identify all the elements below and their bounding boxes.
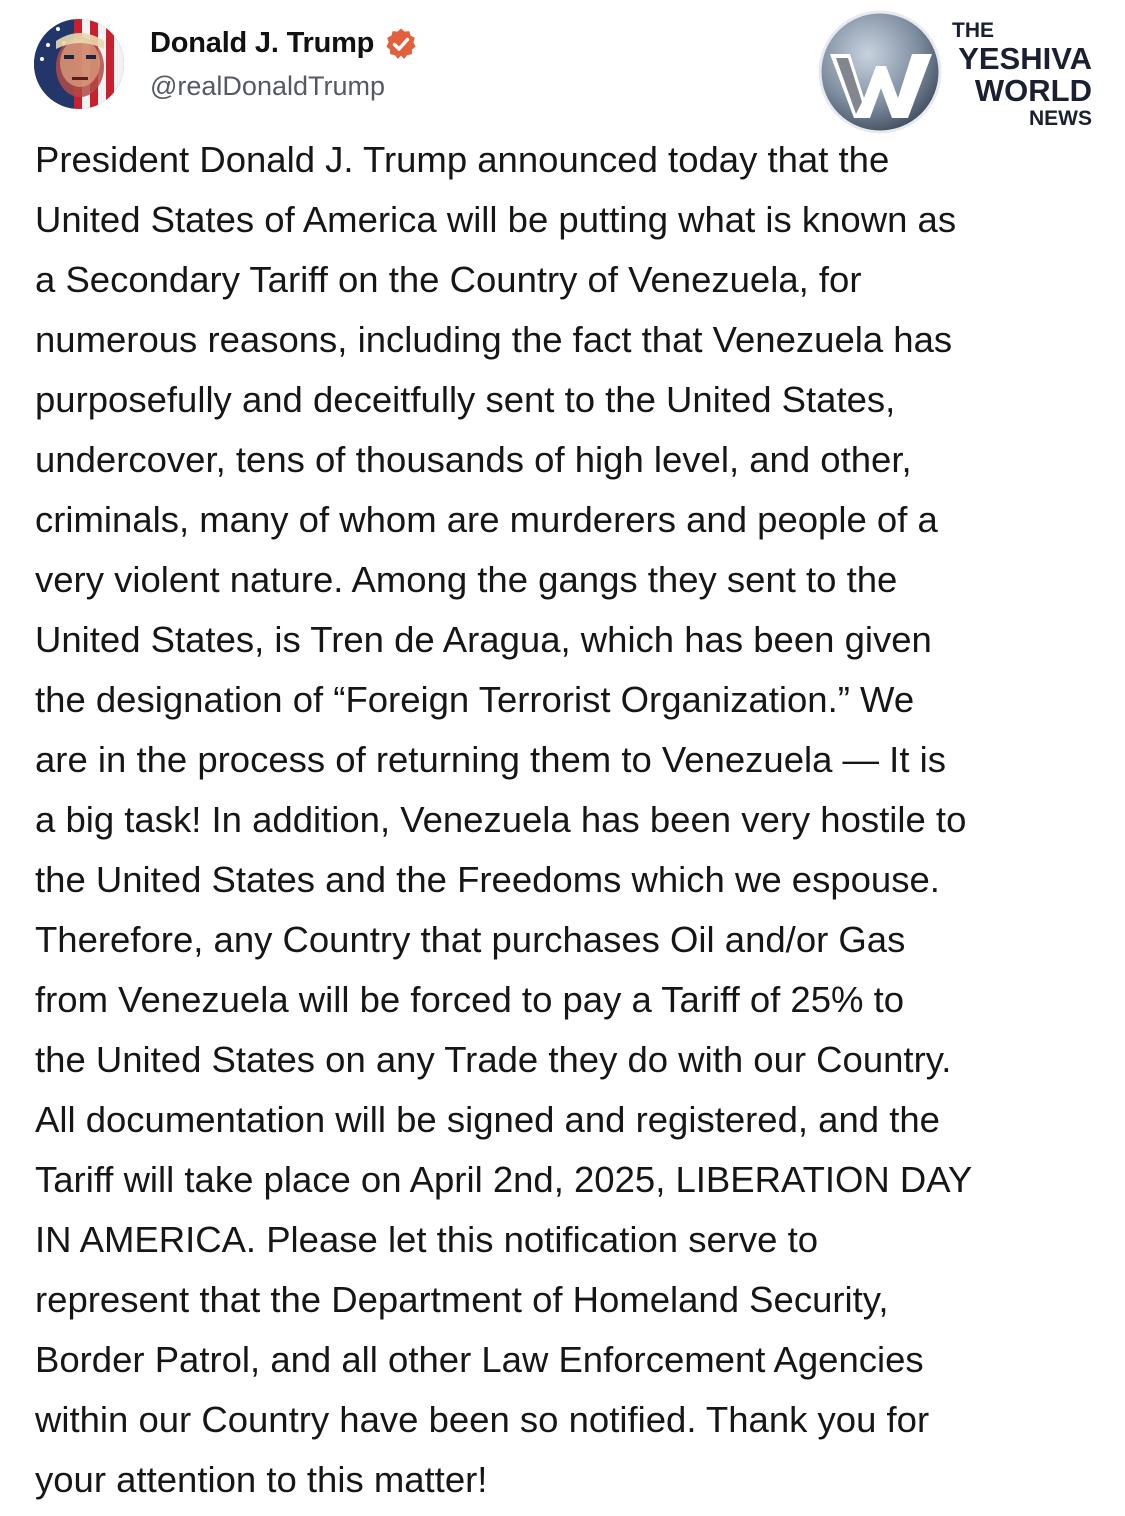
post-text-line: criminals, many of whom are murderers and people of a — [35, 499, 938, 540]
post-text-line: purposefully and deceitfully sent to the United States, — [35, 379, 896, 420]
post-text-line: United States of America will be putting what is known as — [35, 199, 957, 240]
author-display-name[interactable]: Donald J. Trump — [150, 27, 375, 59]
author-info — [150, 27, 418, 102]
post-text-line: Border Patrol, and all other Law Enforcement Agencies — [35, 1339, 924, 1380]
post-text-line: Tariff will take place on April 2nd, 2025, LIBERATION DAY — [35, 1159, 973, 1200]
post-text-line: the United States and the Freedoms which we espouse. — [35, 859, 940, 900]
avatar[interactable] — [34, 19, 124, 109]
avatar-image — [34, 19, 124, 109]
post-text-line: IN AMERICA. Please let this notification serve to — [35, 1219, 819, 1260]
post-text-line: within our Country have been so notified. Thank you for — [35, 1399, 930, 1440]
post-body-text — [35, 130, 1105, 1510]
post-header — [34, 14, 418, 114]
verified-badge-icon — [384, 27, 418, 61]
post-text-line: the United States on any Trade they do with our Country. — [35, 1039, 952, 1080]
author-handle[interactable]: @realDonaldTrump — [150, 70, 385, 101]
watermark-yeshiva: YESHIVA — [958, 41, 1092, 76]
yeshiva-world-news-logo-icon — [816, 8, 944, 136]
post-text-line: a big task! In addition, Venezuela has been very hostile to — [35, 799, 967, 840]
post-text-line: from Venezuela will be forced to pay a Tariff of 25% to — [35, 979, 905, 1020]
watermark-world: WORLD — [974, 73, 1092, 108]
watermark-news: NEWS — [1029, 107, 1092, 130]
post-text-line: President Donald J. Trump announced today that the — [35, 139, 890, 180]
post-text-line: are in the process of returning them to Venezuela — It is — [35, 739, 946, 780]
author-name-row — [150, 27, 418, 61]
post-text-line: All documentation will be signed and registered, and the — [35, 1099, 940, 1140]
watermark-text — [944, 20, 1092, 129]
post-text-line: the designation of “Foreign Terrorist Organization.” We — [35, 679, 915, 720]
news-watermark — [816, 6, 1096, 134]
post-text-line: represent that the Department of Homeland Security, — [35, 1279, 889, 1320]
post-text-line: Therefore, any Country that purchases Oil and/or Gas — [35, 919, 906, 960]
post-text-line: numerous reasons, including the fact that Venezuela has — [35, 319, 953, 360]
post-text-line: undercover, tens of thousands of high level, and other, — [35, 439, 912, 480]
post-text-line: your attention to this matter! — [35, 1459, 488, 1500]
post-text-line: a Secondary Tariff on the Country of Venezuela, for — [35, 259, 862, 300]
post-text-line: United States, is Tren de Aragua, which has been given — [35, 619, 932, 660]
watermark-the: THE — [952, 19, 994, 42]
post-text-line: very violent nature. Among the gangs they sent to the — [35, 559, 898, 600]
